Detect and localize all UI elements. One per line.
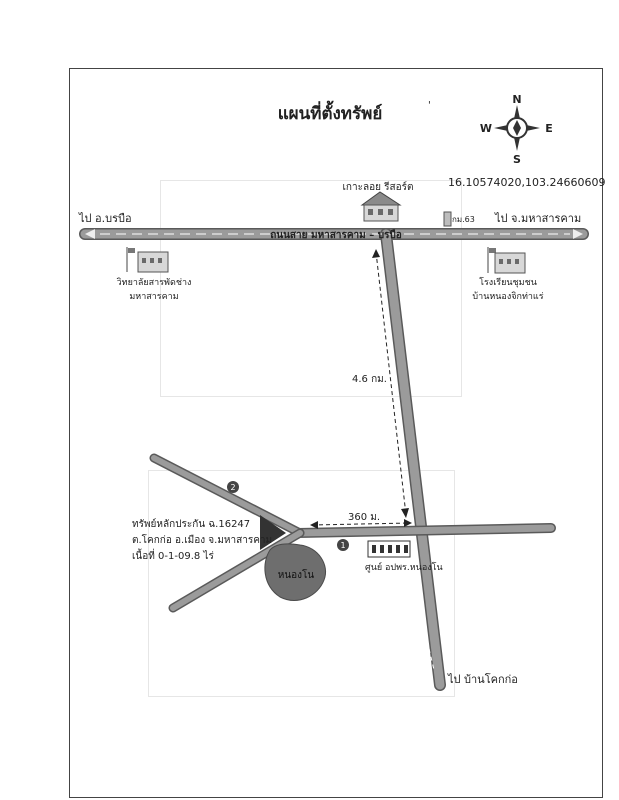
coordinates-label: 16.10574020,103.24660609 [448,176,606,189]
compass-west: W [479,122,493,135]
resort-building-icon [362,192,400,221]
km-post-icon [444,212,451,226]
school-label-line2: บ้านหนองจิกท่าแร่ [472,292,544,302]
school-building-icon [488,247,525,273]
pond-label: หนองโน [277,570,315,581]
marker-one [337,539,349,551]
compass-east: E [545,122,553,135]
property-line3: เนื้อที่ 0-1-09.8 ไร่ [132,551,214,562]
distance-lane-label: 360 ม. [348,512,381,523]
property-line2: ต.โคกก่อ อ.เมือง จ.มหาสารคาม [132,535,273,546]
center-label: ศูนย์ อปพร.หนองโน [365,563,443,573]
to-mahasarakham-label: ไป จ.มหาสารคาม [495,212,582,225]
college-label-line1: วิทยาลัยสารพัดช่าง [116,278,192,288]
marker-two [227,481,239,493]
marker-two-label: 2 [230,483,236,492]
to-kokko-label: ไป บ้านโคกก่อ [448,673,518,686]
to-borabue-label: ไป อ.บรบือ [79,212,132,225]
resort-label: เกาะลอย รีสอร์ต [342,182,414,193]
km-marker-label: กม.63 [452,215,475,224]
marker-one-label: 1 [340,541,346,550]
tick-mark: ' [428,100,431,111]
main-road-label: ถนนสาย มหาสารคาม – บรบือ [270,230,402,241]
compass-icon [480,93,553,166]
center-building-icon [368,541,410,557]
map-title: แผนที่ตั้งทรัพย์ [277,104,383,124]
college-label-line2: มหาสารคาม [129,292,179,302]
college-building-icon [127,247,168,272]
distance-road-label: 4.6 กม. [352,374,387,385]
compass-north: N [512,93,522,106]
school-label-line1: โรงเรียนชุมชน [479,278,537,288]
compass-south: S [513,153,521,166]
property-line1: ทรัพย์หลักประกัน ฉ.16247 [132,519,251,530]
